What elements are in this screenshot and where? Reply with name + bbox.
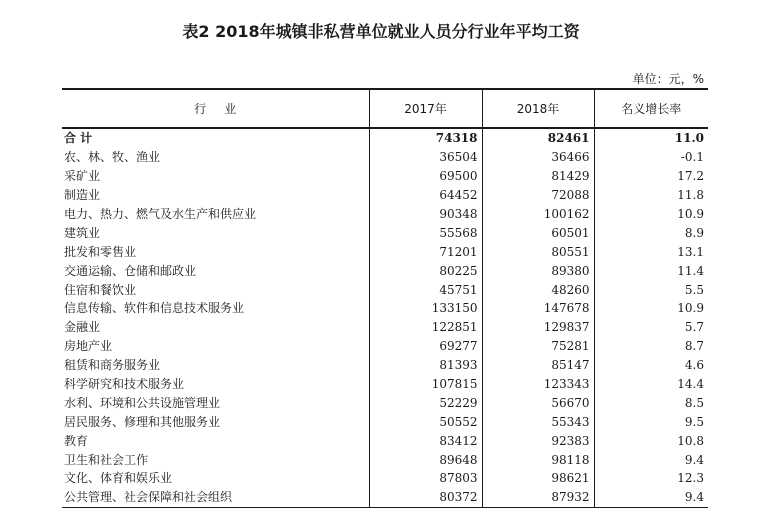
industry-cell: 卫生和社会工作 bbox=[64, 452, 149, 467]
industry-cell: 批发和零售业 bbox=[64, 244, 137, 259]
industry-cell: 住宿和餐饮业 bbox=[64, 282, 137, 297]
wage-2017-cell: 50552 bbox=[369, 412, 482, 431]
growth-rate-cell: 9.4 bbox=[594, 450, 708, 469]
wage-2017-cell: 45751 bbox=[369, 280, 482, 299]
wage-2018-cell: 123343 bbox=[482, 375, 594, 394]
growth-rate-cell: 5.5 bbox=[594, 280, 708, 299]
wage-2018-cell: 55343 bbox=[482, 412, 594, 431]
growth-rate-cell: 9.4 bbox=[594, 488, 708, 507]
wage-2017-cell: 55568 bbox=[369, 223, 482, 242]
wage-2017-cell: 80225 bbox=[369, 261, 482, 280]
wage-2017-cell: 87803 bbox=[369, 469, 482, 488]
table-row bbox=[62, 318, 708, 337]
wage-2018-cell: 48260 bbox=[482, 280, 594, 299]
industry-cell: 公共管理、社会保障和社会组织 bbox=[64, 490, 233, 505]
table-title: 表2 2018年城镇非私营单位就业人员分行业年平均工资 bbox=[182, 22, 580, 41]
header-2018: 2018年 bbox=[482, 89, 594, 128]
wage-2018-cell: 82461 bbox=[482, 128, 594, 148]
growth-rate-cell: 10.9 bbox=[594, 299, 708, 318]
table-row bbox=[62, 356, 708, 375]
industry-cell: 采矿业 bbox=[64, 169, 101, 184]
growth-rate-cell: 11.8 bbox=[594, 186, 708, 205]
wage-table bbox=[62, 88, 708, 508]
wage-2017-cell: 90348 bbox=[369, 205, 482, 224]
table-row bbox=[62, 186, 708, 205]
wage-2018-cell: 36466 bbox=[482, 148, 594, 167]
wage-2018-cell: 81429 bbox=[482, 167, 594, 186]
header-2017: 2017年 bbox=[369, 89, 482, 128]
industry-cell: 科学研究和技术服务业 bbox=[64, 377, 185, 392]
wage-2017-cell: 107815 bbox=[369, 375, 482, 394]
table-row bbox=[62, 450, 708, 469]
table-row bbox=[62, 469, 708, 488]
wage-2018-cell: 89380 bbox=[482, 261, 594, 280]
growth-rate-cell: 8.9 bbox=[594, 223, 708, 242]
growth-rate-cell: -0.1 bbox=[594, 148, 708, 167]
industry-cell: 金融业 bbox=[64, 320, 101, 335]
wage-2018-cell: 56670 bbox=[482, 393, 594, 412]
industry-cell: 租赁和商务服务业 bbox=[64, 358, 161, 373]
growth-rate-cell: 4.6 bbox=[594, 356, 708, 375]
wage-2018-cell: 147678 bbox=[482, 299, 594, 318]
industry-cell: 信息传输、软件和信息技术服务业 bbox=[64, 301, 245, 316]
growth-rate-cell: 8.7 bbox=[594, 337, 708, 356]
wage-2018-cell: 72088 bbox=[482, 186, 594, 205]
industry-cell: 教育 bbox=[64, 433, 89, 448]
growth-rate-cell: 11.4 bbox=[594, 261, 708, 280]
industry-cell: 电力、热力、燃气及水生产和供应业 bbox=[64, 207, 257, 221]
wage-2017-cell: 36504 bbox=[369, 148, 482, 167]
wage-2018-cell: 85147 bbox=[482, 356, 594, 375]
table-row bbox=[62, 299, 708, 318]
industry-cell: 合 计 bbox=[64, 131, 93, 146]
table-row bbox=[62, 337, 708, 356]
table-row bbox=[62, 148, 708, 167]
wage-2018-cell: 129837 bbox=[482, 318, 594, 337]
table-row bbox=[62, 393, 708, 412]
table-row bbox=[62, 375, 708, 394]
industry-cell: 建筑业 bbox=[64, 225, 101, 240]
table-row bbox=[62, 242, 708, 261]
industry-cell: 制造业 bbox=[64, 188, 101, 203]
growth-rate-cell: 11.0 bbox=[594, 128, 708, 148]
industry-cell: 文化、体育和娱乐业 bbox=[64, 471, 173, 486]
growth-rate-cell: 10.9 bbox=[594, 205, 708, 224]
wage-2018-cell: 98621 bbox=[482, 469, 594, 488]
wage-2018-cell: 75281 bbox=[482, 337, 594, 356]
wage-2018-cell: 80551 bbox=[482, 242, 594, 261]
header-industry: 行业 bbox=[194, 102, 255, 116]
industry-cell: 水利、环境和公共设施管理业 bbox=[64, 395, 221, 410]
wage-2018-cell: 87932 bbox=[482, 488, 594, 507]
growth-rate-cell: 5.7 bbox=[594, 318, 708, 337]
wage-2017-cell: 52229 bbox=[369, 393, 482, 412]
table-row bbox=[62, 167, 708, 186]
growth-rate-cell: 13.1 bbox=[594, 242, 708, 261]
wage-2017-cell: 83412 bbox=[369, 431, 482, 450]
table-body bbox=[62, 128, 708, 507]
unit-label: 单位：元，% bbox=[632, 72, 704, 86]
wage-2017-cell: 69277 bbox=[369, 337, 482, 356]
table-row bbox=[62, 488, 708, 507]
growth-rate-cell: 9.5 bbox=[594, 412, 708, 431]
wage-2017-cell: 89648 bbox=[369, 450, 482, 469]
wage-2017-cell: 133150 bbox=[369, 299, 482, 318]
table-row bbox=[62, 261, 708, 280]
wage-2017-cell: 64452 bbox=[369, 186, 482, 205]
header-growth: 名义增长率 bbox=[594, 89, 708, 128]
table-row bbox=[62, 412, 708, 431]
wage-2017-cell: 71201 bbox=[369, 242, 482, 261]
wage-2017-cell: 80372 bbox=[369, 488, 482, 507]
growth-rate-cell: 14.4 bbox=[594, 375, 708, 394]
growth-rate-cell: 12.3 bbox=[594, 469, 708, 488]
table-header-row bbox=[62, 89, 708, 128]
growth-rate-cell: 17.2 bbox=[594, 167, 708, 186]
growth-rate-cell: 10.8 bbox=[594, 431, 708, 450]
wage-2017-cell: 69500 bbox=[369, 167, 482, 186]
wage-2017-cell: 74318 bbox=[369, 128, 482, 148]
wage-2017-cell: 81393 bbox=[369, 356, 482, 375]
wage-2018-cell: 92383 bbox=[482, 431, 594, 450]
industry-cell: 居民服务、修理和其他服务业 bbox=[64, 414, 221, 429]
table-row bbox=[62, 205, 708, 224]
table-row bbox=[62, 223, 708, 242]
wage-2018-cell: 60501 bbox=[482, 223, 594, 242]
industry-cell: 农、林、牧、渔业 bbox=[64, 150, 161, 165]
wage-2017-cell: 122851 bbox=[369, 318, 482, 337]
table-row bbox=[62, 431, 708, 450]
table-row bbox=[62, 280, 708, 299]
wage-2018-cell: 100162 bbox=[482, 205, 594, 224]
industry-cell: 房地产业 bbox=[64, 339, 113, 354]
growth-rate-cell: 8.5 bbox=[594, 393, 708, 412]
industry-cell: 交通运输、仓储和邮政业 bbox=[64, 263, 197, 278]
wage-2018-cell: 98118 bbox=[482, 450, 594, 469]
total-row bbox=[62, 128, 708, 148]
